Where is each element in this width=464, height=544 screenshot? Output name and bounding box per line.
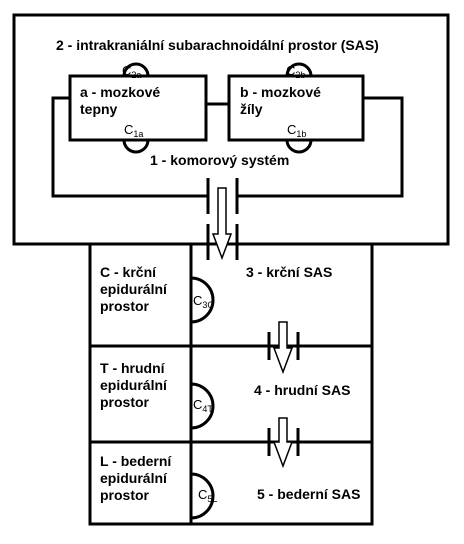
compliance-c3c-label: $C_{3C}$	[193, 293, 214, 310]
arteries-label: a - mozkové tepny	[80, 84, 161, 117]
down-arrow-lumbar	[274, 418, 292, 466]
compliance-c1b-label: $C_{1b}$	[287, 122, 307, 139]
intracranial-sas-title: 2 - intrakraniální subarachnoidální prostor (SAS)	[56, 37, 379, 53]
lumbar-epidural-label: L - bederní epidurální prostor	[100, 453, 172, 503]
veins-label: b - mozkové žíly	[240, 84, 321, 117]
down-arrow-cervical	[213, 188, 231, 258]
compliance-c2a-label: $C_{2a}$	[122, 63, 142, 80]
lumbar-sas-label: 5 - bederní SAS	[257, 486, 361, 502]
cervical-epidural-label: C - krční epidurální prostor	[100, 264, 167, 314]
compliance-c5l-label: $C_{5L}$	[198, 487, 218, 504]
compliance-c2b-label: $C_{2b}$	[286, 63, 306, 80]
compliance-c4t-label: $C_{4T}$	[193, 397, 213, 414]
ventricular-system-label: 1 - komorový systém	[150, 152, 290, 168]
thoracic-epidural-label: T - hrudní epidurální prostor	[100, 360, 167, 410]
cervical-sas-label: 3 - krční SAS	[246, 264, 333, 280]
compliance-c1a-label: $C_{1a}$	[124, 122, 144, 139]
thoracic-sas-label: 4 - hrudní SAS	[254, 382, 351, 398]
